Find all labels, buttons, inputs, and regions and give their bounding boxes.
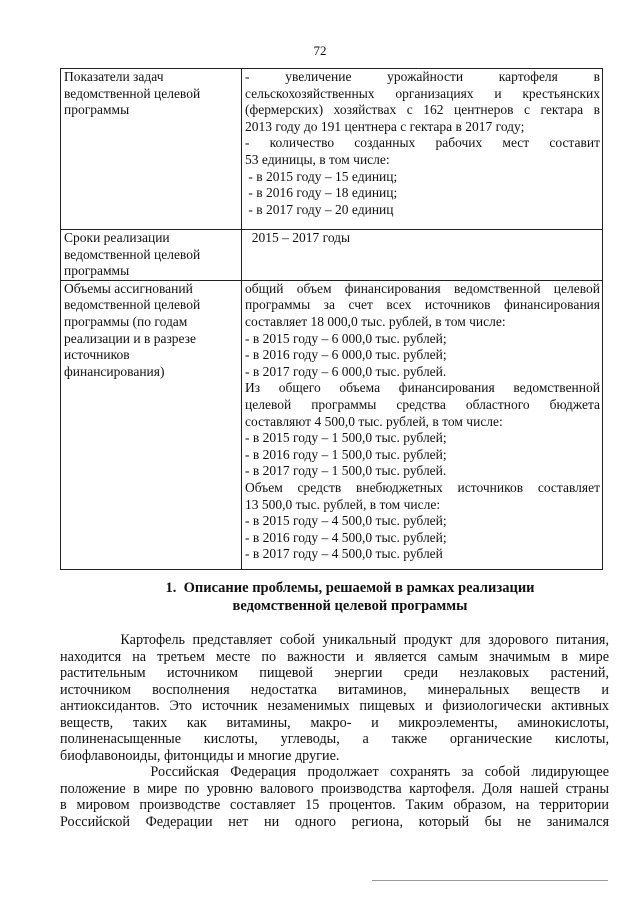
- row-label-line: ведомственной целевой: [64, 246, 201, 262]
- row-value-line: - количество созданных рабочих мест составит: [245, 135, 600, 151]
- row-value-line: - в 2017 году – 4 500,0 тыс. рублей: [245, 546, 443, 562]
- section-heading: [70, 579, 630, 615]
- paragraph: [60, 632, 609, 764]
- row-label-line: ведомственной целевой: [64, 85, 201, 101]
- text-line: Российская Федерация продолжает сохранять за собой лидирующее: [60, 764, 609, 780]
- row-label-line: ведомственной целевой: [64, 297, 201, 313]
- text-line: положение в мире по уровню валового производства картофеля. Доля нашей страны: [60, 780, 609, 797]
- row-value-line: общий объем финансирования ведомственной целевой: [245, 280, 600, 296]
- row-value-line: (фермерских) хозяйствах с 162 центнеров с гектара в: [245, 102, 600, 118]
- table-row: [61, 69, 603, 230]
- program-passport-table: [60, 68, 603, 570]
- table-row: [61, 280, 603, 569]
- body-text: [60, 632, 609, 830]
- row-value-line: - в 2015 году – 15 единиц;: [245, 168, 398, 184]
- row-value-line: целевой программы средства областного бюджета: [245, 396, 600, 412]
- text-line: в мировом производстве составляет 15 процентов. Таким образом, на территории: [60, 797, 609, 813]
- row-label-line: Показатели задач: [64, 69, 164, 84]
- row-value-line: программы за счет всех источников финансирования: [245, 297, 600, 313]
- row-value-line: - в 2017 году – 1 500,0 тыс. рублей.: [245, 463, 447, 479]
- row-value-line: - увеличение урожайности картофеля в: [245, 69, 600, 84]
- table-row: [61, 230, 603, 281]
- row-value-cell: [242, 230, 603, 281]
- row-value-line: 2013 году до 191 центнера с гектара в 2017 году;: [245, 118, 525, 134]
- row-label-line: программы (по годам: [64, 313, 188, 329]
- text-line: веществ, таких как витамины, макро- и микроэлементы, аминокислоты,: [60, 714, 609, 731]
- row-label-cell: [61, 280, 242, 569]
- row-label-line: финансирования): [64, 363, 165, 379]
- row-value-cell: [242, 69, 603, 230]
- row-value-line: Из общего объема финансирования ведомственной: [245, 380, 600, 396]
- row-label-cell: [61, 69, 242, 230]
- row-value-line: - в 2015 году – 6 000,0 тыс. рублей;: [245, 330, 447, 346]
- row-value-line: - в 2016 году – 4 500,0 тыс. рублей;: [245, 529, 447, 545]
- row-value-line: - в 2016 году – 6 000,0 тыс. рублей;: [245, 347, 447, 363]
- section-heading-line: 1. Описание проблемы, решаемой в рамках реализации: [165, 580, 535, 596]
- row-label-line: реализации и в разрезе: [64, 330, 197, 346]
- row-value-line: - в 2015 году – 1 500,0 тыс. рублей;: [245, 430, 447, 446]
- footer-rule: [372, 880, 608, 881]
- paragraph: [60, 764, 609, 830]
- row-value-line: - в 2017 году – 20 единиц: [245, 201, 394, 217]
- row-value-line: составляет 18 000,0 тыс. рублей, в том числе:: [245, 313, 506, 329]
- row-value-line: - в 2017 году – 6 000,0 тыс. рублей.: [245, 363, 447, 379]
- row-value-line: - в 2016 году – 1 500,0 тыс. рублей;: [245, 446, 447, 462]
- text-line: источником восполнения недостатка витаминов, минеральных веществ и: [60, 681, 609, 698]
- text-line: находится на третьем месте по важности и является самым значимым в мире: [60, 648, 609, 665]
- text-line: антиоксидантов. Это источник незаменимых пищевых и физиологически активных: [60, 698, 609, 714]
- row-value-line: - в 2016 году – 18 единиц;: [245, 185, 398, 201]
- text-line: полиненасыщенные кислоты, углеводы, а также органические кислоты,: [60, 731, 609, 747]
- row-label-line: программы: [64, 263, 130, 279]
- row-value-line: 13 500,0 тыс. рублей, в том числе:: [245, 496, 441, 512]
- row-value-cell: [242, 280, 603, 569]
- row-label-line: Объемы ассигнований: [64, 280, 193, 296]
- text-line: растительным источником пищевой энергии среди незлаковых растений,: [60, 665, 609, 681]
- row-label-line: Сроки реализации: [64, 230, 170, 245]
- row-value-line: составляют 4 500,0 тыс. рублей, в том числе:: [245, 413, 503, 429]
- text-line: Российской Федерации нет ни одного региона, который бы не занимался: [60, 813, 609, 830]
- row-label-line: программы: [64, 102, 130, 118]
- row-label-line: источников: [64, 347, 130, 363]
- text-line: Картофель представляет собой уникальный продукт для здорового питания,: [60, 632, 609, 648]
- section-heading-line: ведомственной целевой программы: [232, 598, 468, 614]
- row-label-cell: [61, 230, 242, 281]
- row-value-line: 2015 – 2017 годы: [245, 230, 351, 245]
- row-value-line: 53 единицы, в том числе:: [245, 151, 390, 167]
- row-value-line: сельскохозяйственных организациях и крестьянских: [245, 85, 600, 101]
- row-value-line: - в 2015 году – 4 500,0 тыс. рублей;: [245, 513, 447, 529]
- page-number: 72: [313, 43, 327, 58]
- row-value-line: Объем средств внебюджетных источников составляет: [245, 479, 600, 495]
- text-line: биофлавоноиды, фитонциды и многие другие.: [60, 747, 340, 764]
